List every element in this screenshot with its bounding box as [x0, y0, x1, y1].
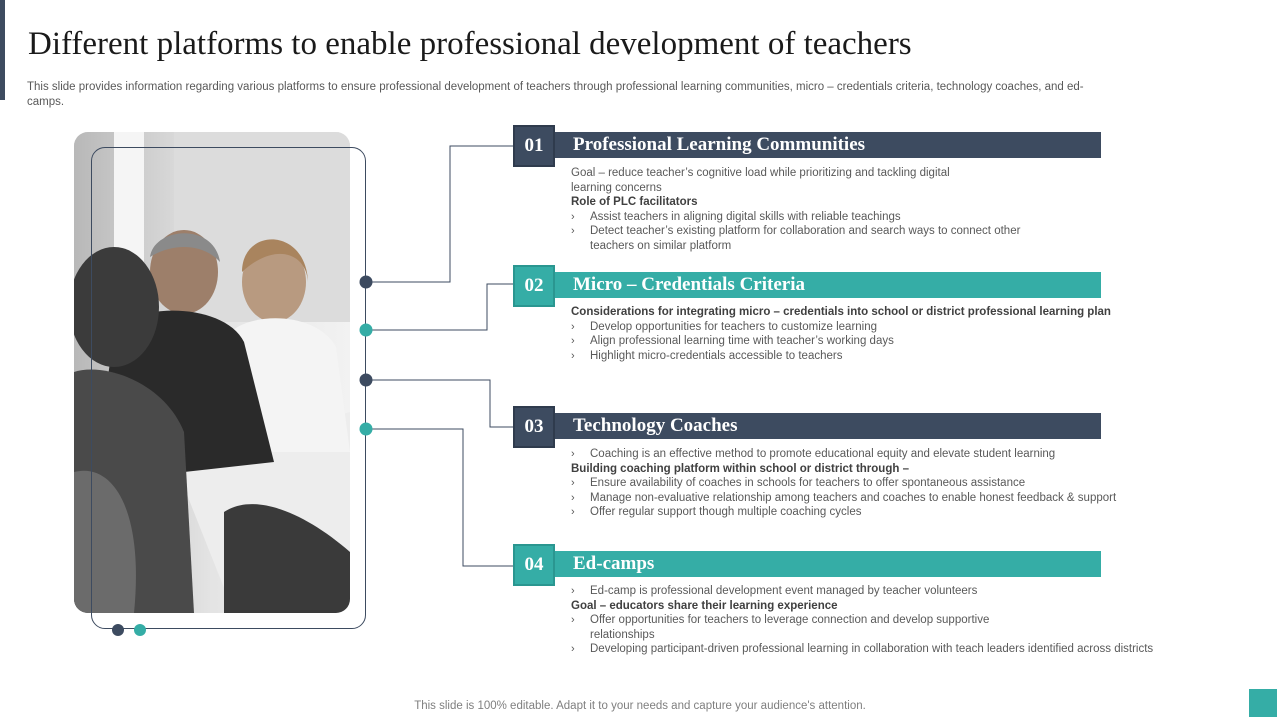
chevron-right-icon: › — [571, 491, 575, 504]
connector-line-04 — [366, 429, 513, 566]
frame-dot-navy — [112, 624, 124, 636]
list-item: › Offer opportunities for teachers to leverage connection and develop supportive relationships — [571, 614, 990, 641]
section-text-line: Goal – reduce teacher’s cognitive load while prioritizing and tackling digital learning concerns — [571, 167, 950, 194]
chevron-right-icon: › — [571, 585, 575, 597]
section-heading-01: Professional Learning Communities — [555, 132, 1101, 158]
chevron-right-icon: › — [571, 335, 575, 347]
section-bold-line: Role of PLC facilitators — [571, 196, 698, 208]
list-item: › Develop opportunities for teachers to customize learning — [571, 320, 878, 333]
section-number-02: 02 — [513, 265, 555, 307]
section-heading-02: Micro – Credentials Criteria — [555, 272, 1101, 298]
chevron-right-icon: › — [571, 320, 575, 333]
list-item: › Align professional learning time with teacher’s working days — [571, 335, 894, 347]
chevron-right-icon: › — [571, 210, 575, 223]
page-title: Different platforms to enable professional development of teachers — [28, 26, 912, 62]
chevron-right-icon: › — [571, 448, 575, 460]
section-number-03: 03 — [513, 406, 555, 448]
section-heading-03: Technology Coaches — [555, 413, 1101, 439]
list-item: › Highlight micro-credentials accessible to teachers — [571, 349, 843, 362]
section-content-02 — [571, 305, 1191, 363]
section-content-03 — [571, 447, 1191, 520]
node-dot-03 — [360, 374, 373, 387]
connector-line-02 — [366, 284, 513, 330]
list-item: › Developing participant-driven professional learning in collaboration with teach leaders identified across districts — [571, 643, 1154, 655]
connector-line-01 — [366, 146, 513, 282]
corner-accent-square — [1249, 689, 1277, 717]
section-content-04 — [571, 584, 1191, 657]
list-item: › Ed-camp is professional development event managed by teacher volunteers — [571, 585, 978, 597]
section-number-04: 04 — [513, 544, 555, 586]
list-item: › Assist teachers in aligning digital skills with reliable teachings — [571, 210, 901, 223]
section-heading-04: Ed-camps — [555, 551, 1101, 577]
connector-line-03 — [366, 380, 513, 427]
section-number-01: 01 — [513, 125, 555, 167]
node-dot-01 — [360, 276, 373, 289]
section-bold-line: Building coaching platform within school or district through – — [571, 462, 909, 475]
list-item: › Offer regular support though multiple coaching cycles — [571, 506, 862, 518]
chevron-right-icon: › — [571, 477, 575, 489]
chevron-right-icon: › — [571, 349, 575, 362]
section-bold-line: Considerations for integrating micro – credentials into school or district professional learning plan — [571, 306, 1111, 318]
list-item: › Coaching is an effective method to promote educational equity and elevate student learning — [571, 448, 1056, 460]
node-dot-04 — [360, 423, 373, 436]
chevron-right-icon: › — [571, 643, 575, 655]
node-dot-02 — [360, 324, 373, 337]
chevron-right-icon: › — [571, 506, 575, 518]
section-content-01 — [571, 166, 1191, 253]
list-item: › Detect teacher’s existing platform for collaboration and search ways to connect other teachers on similar platform — [571, 225, 1021, 252]
footer-note: This slide is 100% editable. Adapt it to your needs and capture your audience's attention. — [414, 700, 866, 712]
list-item: › Ensure availability of coaches in schools for teachers to offer spontaneous assistance — [571, 477, 1026, 489]
page-subtitle: This slide provides information regarding various platforms to ensure professional development of teachers through professional learning communities, micro – credentials criteria, technology coaches, and ed-camps. — [27, 81, 1084, 108]
chevron-right-icon: › — [571, 225, 575, 237]
chevron-right-icon: › — [571, 614, 575, 626]
section-bold-line: Goal – educators share their learning experience — [571, 599, 838, 612]
list-item: › Manage non-evaluative relationship among teachers and coaches to enable honest feedback & support — [571, 491, 1117, 504]
frame-dot-teal — [134, 624, 146, 636]
